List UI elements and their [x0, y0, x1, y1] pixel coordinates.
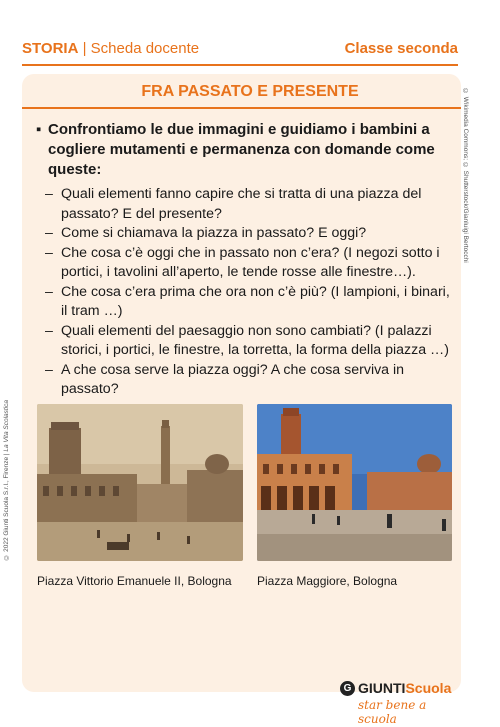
- header-separator: |: [82, 40, 87, 57]
- question-text: Quali elementi fanno capire che si tratta di una piazza del passato? E del presente?: [61, 186, 422, 222]
- title-divider: [22, 107, 461, 109]
- brand-name: [358, 680, 451, 696]
- list-item: [45, 322, 450, 361]
- bullet-icon: ▪: [36, 121, 42, 138]
- page-title: FRA PASSATO E PRESENTE: [141, 83, 359, 100]
- list-item: [45, 224, 450, 244]
- list-item: [45, 361, 450, 400]
- question-text: Quali elementi del paesaggio non sono cambiati? (I palazzi storici, i portici, le finestre, la torretta, la forma della piazza …): [61, 322, 449, 358]
- list-item: [45, 244, 450, 283]
- lead-text: Confrontiamo le due immagini e guidiamo i bambini a cogliere mutamenti e permanenza con domande come queste:: [48, 121, 435, 178]
- list-item: [45, 185, 450, 224]
- dash-icon: –: [45, 361, 53, 378]
- giunti-logo-icon: G: [340, 681, 355, 696]
- subject-label: [22, 40, 199, 57]
- brand-accent: Scuola: [405, 680, 452, 696]
- dash-icon: –: [45, 225, 53, 241]
- question-text: Come si chiamava la piazza in passato? E oggi?: [61, 225, 367, 241]
- right-photo-caption: Piazza Maggiore, Bologna: [257, 574, 398, 588]
- question-list: [45, 185, 450, 400]
- photo-credit: © Wikimedia Commons; © Shutterstock/Gianluigi Bertocchi: [462, 88, 469, 263]
- header-divider: [22, 64, 458, 66]
- dash-icon: –: [45, 186, 53, 202]
- dash-icon: –: [45, 322, 53, 339]
- dash-icon: –: [45, 244, 53, 261]
- brand-main: GIUNTI: [358, 680, 406, 696]
- question-text: Che cosa c’era prima che ora non c’è più? (I lampioni, i binari, il tram …): [61, 283, 450, 319]
- question-text: Che cosa c’è oggi che in passato non c’era? (I negozi sotto i portici, i tavolini all’aperto, le tende rosse alle finestre…).: [61, 244, 440, 280]
- historic-square-photo: [37, 404, 243, 561]
- list-item: [45, 283, 450, 322]
- subject-name: STORIA: [22, 40, 79, 57]
- lead-instruction: [36, 120, 446, 180]
- copyright-text: © 2022 Giunti Scuola S.r.l., Firenze |: [3, 451, 10, 561]
- dash-icon: –: [45, 283, 53, 300]
- copyright-notice: [3, 400, 10, 561]
- question-text: A che cosa serve la piazza oggi? A che cosa serviva in passato?: [61, 361, 405, 397]
- page-header: [22, 40, 458, 62]
- magazine-name: La Vita Scolastica: [3, 400, 10, 452]
- publisher-logo: [340, 680, 460, 726]
- sheet-type: Scheda docente: [90, 40, 200, 57]
- left-photo-caption: Piazza Vittorio Emanuele II, Bologna: [37, 574, 232, 588]
- brand-tagline: star bene a scuola: [358, 698, 427, 726]
- modern-square-photo: [257, 404, 452, 561]
- grade-label: Classe seconda: [344, 40, 458, 57]
